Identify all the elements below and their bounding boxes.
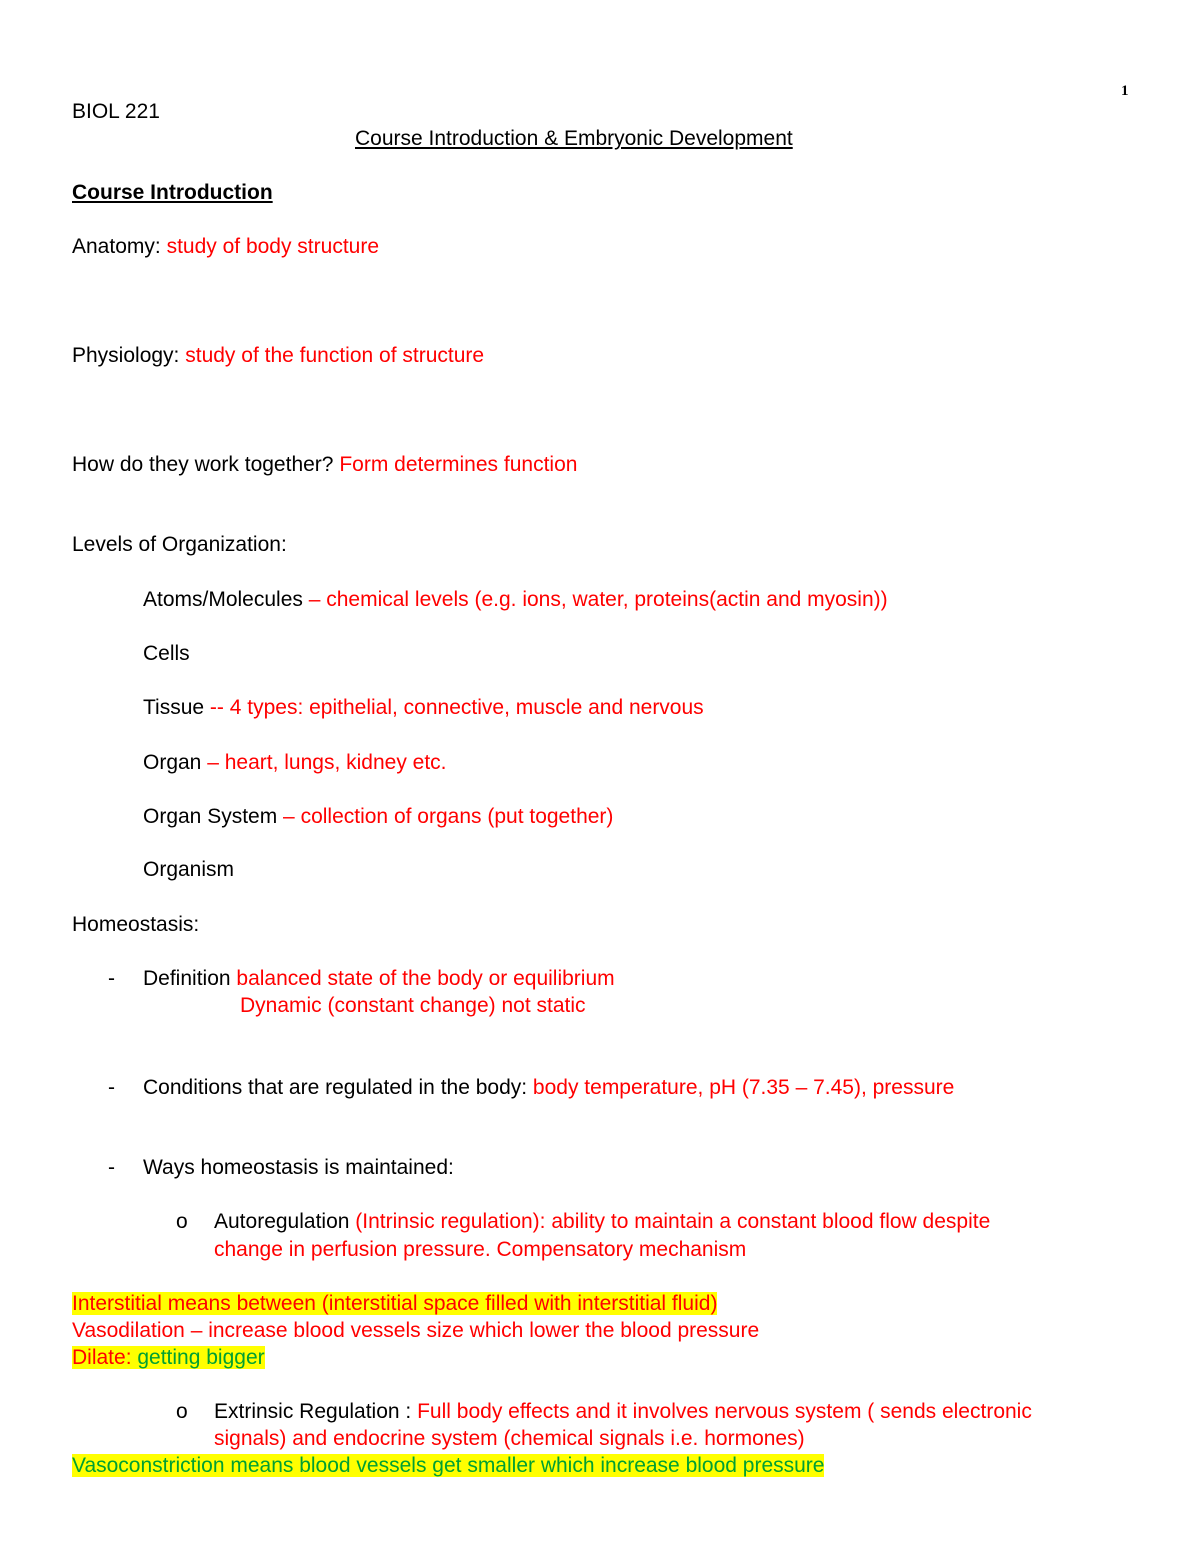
dilate-term: Dilate: [72, 1346, 132, 1369]
level-atoms [143, 587, 888, 613]
extrinsic-colon: : [399, 1400, 418, 1423]
definition-line [108, 966, 615, 992]
extrinsic-answer-line2: signals) and endocrine system (chemical signals i.e. hormones) [214, 1427, 805, 1450]
interstitial-note [72, 1291, 717, 1317]
level-organ-system [143, 804, 613, 830]
level-label: Organ System [143, 805, 278, 828]
dash-marker: - [108, 1076, 115, 1099]
extrinsic-answer: Full body effects and it involves nervous system ( sends electronic [417, 1400, 1032, 1423]
level-tissue [143, 695, 704, 721]
anatomy-term: Anatomy: [72, 235, 161, 258]
definition-answer: balanced state of the body or equilibrium [230, 967, 615, 990]
work-together-answer: Form determines function [339, 453, 578, 476]
level-organ [143, 750, 447, 776]
ways-label: Ways homeostasis is maintained: [143, 1156, 454, 1179]
level-note: – chemical levels (e.g. ions, water, proteins(actin and myosin)) [302, 588, 888, 611]
level-cells [143, 641, 190, 667]
section-heading: Course Introduction [72, 181, 273, 204]
level-label: Tissue [143, 696, 205, 719]
autoregulation-label: Autoregulation [214, 1210, 350, 1233]
level-label: Cells [143, 642, 190, 665]
definition-label: Definition [143, 967, 231, 990]
interstitial-highlight: Interstitial means between (interstitial space filled with interstitial fluid) [72, 1292, 718, 1315]
levels-heading: Levels of Organization: [72, 533, 287, 556]
dilate-answer: getting bigger [131, 1346, 265, 1369]
physiology-answer: study of the function of structure [185, 344, 485, 367]
dilate-highlight [72, 1346, 265, 1369]
extrinsic-label: Extrinsic Regulation [214, 1400, 400, 1423]
dash-marker: - [108, 1156, 115, 1179]
autoregulation-answer-line2: change in perfusion pressure. Compensatory mechanism [214, 1238, 747, 1261]
anatomy-line [72, 234, 379, 260]
physiology-term: Physiology: [72, 344, 180, 367]
level-note: – collection of organs (put together) [277, 805, 614, 828]
level-label: Atoms/Molecules [143, 588, 303, 611]
course-code: BIOL 221 [72, 100, 160, 123]
document-title: Course Introduction & Embryonic Development [355, 127, 793, 150]
conditions-line [108, 1075, 954, 1101]
definition-answer-line2: Dynamic (constant change) not static [240, 994, 586, 1017]
vasoconstriction-highlight: Vasoconstriction means blood vessels get smaller which increase blood pressure [72, 1454, 825, 1477]
level-label: Organism [143, 858, 235, 881]
vasodilation-note: Vasodilation – increase blood vessels size which lower the blood pressure [72, 1319, 760, 1342]
homeostasis-heading: Homeostasis: [72, 913, 200, 936]
level-label: Organ [143, 751, 202, 774]
work-together-question: How do they work together? [72, 453, 334, 476]
anatomy-answer: study of body structure [166, 235, 380, 258]
autoregulation-line [176, 1209, 990, 1235]
extrinsic-line [176, 1399, 1032, 1425]
dash-marker: - [108, 967, 115, 990]
bullet-marker: o [176, 1210, 188, 1233]
page-number: 1 [1121, 83, 1129, 99]
autoregulation-answer: (Intrinsic regulation): ability to maintain a constant blood flow despite [349, 1210, 991, 1233]
ways-line [108, 1155, 454, 1181]
bullet-marker: o [176, 1400, 188, 1423]
conditions-answer: body temperature, pH (7.35 – 7.45), pressure [527, 1076, 955, 1099]
dilate-note [72, 1345, 265, 1371]
physiology-line [72, 343, 484, 369]
level-note: -- 4 types: epithelial, connective, muscle and nervous [204, 696, 704, 719]
vasoconstriction-note [72, 1453, 824, 1479]
level-organism [143, 857, 234, 883]
level-note: – heart, lungs, kidney etc. [201, 751, 447, 774]
conditions-label: Conditions that are regulated in the body: [143, 1076, 528, 1099]
work-together-line [72, 452, 577, 478]
